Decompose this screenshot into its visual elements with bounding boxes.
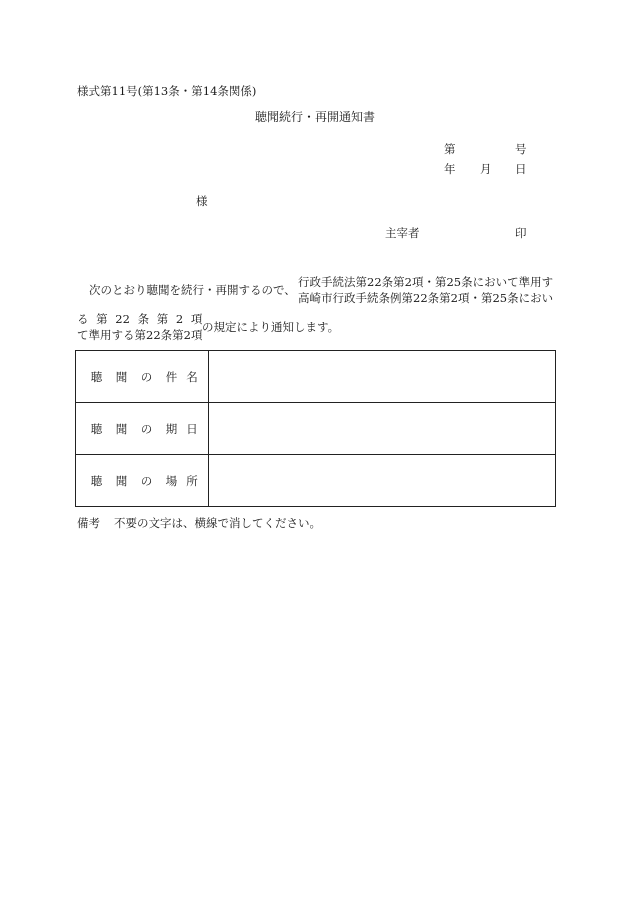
value-hearing-place[interactable] <box>209 455 556 507</box>
presider-label: 主宰者 <box>385 226 420 240</box>
body-intro: 次のとおり聴聞を続行・再開するので、 <box>89 283 296 297</box>
value-hearing-case[interactable] <box>209 351 556 403</box>
value-hearing-date[interactable] <box>209 403 556 455</box>
hearing-table <box>75 350 556 507</box>
body-tail: の規定により通知します。 <box>202 320 340 334</box>
document-title: 聴聞続行・再開通知書 <box>255 110 376 124</box>
date-month: 月 <box>480 162 492 176</box>
note-text: 不要の文字は、横線で消してください。 <box>114 516 321 530</box>
label-hearing-case: 聴 聞 の 件 名 <box>76 351 209 403</box>
body-cont-bottom: て準用する第22条第2項 <box>77 328 203 342</box>
date-year: 年 <box>444 162 456 176</box>
date-day: 日 <box>515 162 527 176</box>
number-suffix: 号 <box>515 142 527 156</box>
seal-mark: 印 <box>515 226 527 240</box>
table-row <box>76 403 556 455</box>
table-row <box>76 455 556 507</box>
form-number: 様式第11号(第13条・第14条関係) <box>77 84 257 98</box>
body-cont-top: る 第 22 条 第 2 項 <box>77 312 203 326</box>
addressee-honorific: 様 <box>196 194 208 208</box>
body-option-line2: 高崎市行政手続条例第22条第2項・第25条におい <box>298 291 554 305</box>
number-prefix: 第 <box>444 142 456 156</box>
table-row <box>76 351 556 403</box>
label-hearing-date: 聴 聞 の 期 日 <box>76 403 209 455</box>
note-label: 備考 <box>77 516 100 530</box>
label-hearing-place: 聴 聞 の 場 所 <box>76 455 209 507</box>
body-option-line1: 行政手続法第22条第2項・第25条において準用す <box>298 275 554 289</box>
